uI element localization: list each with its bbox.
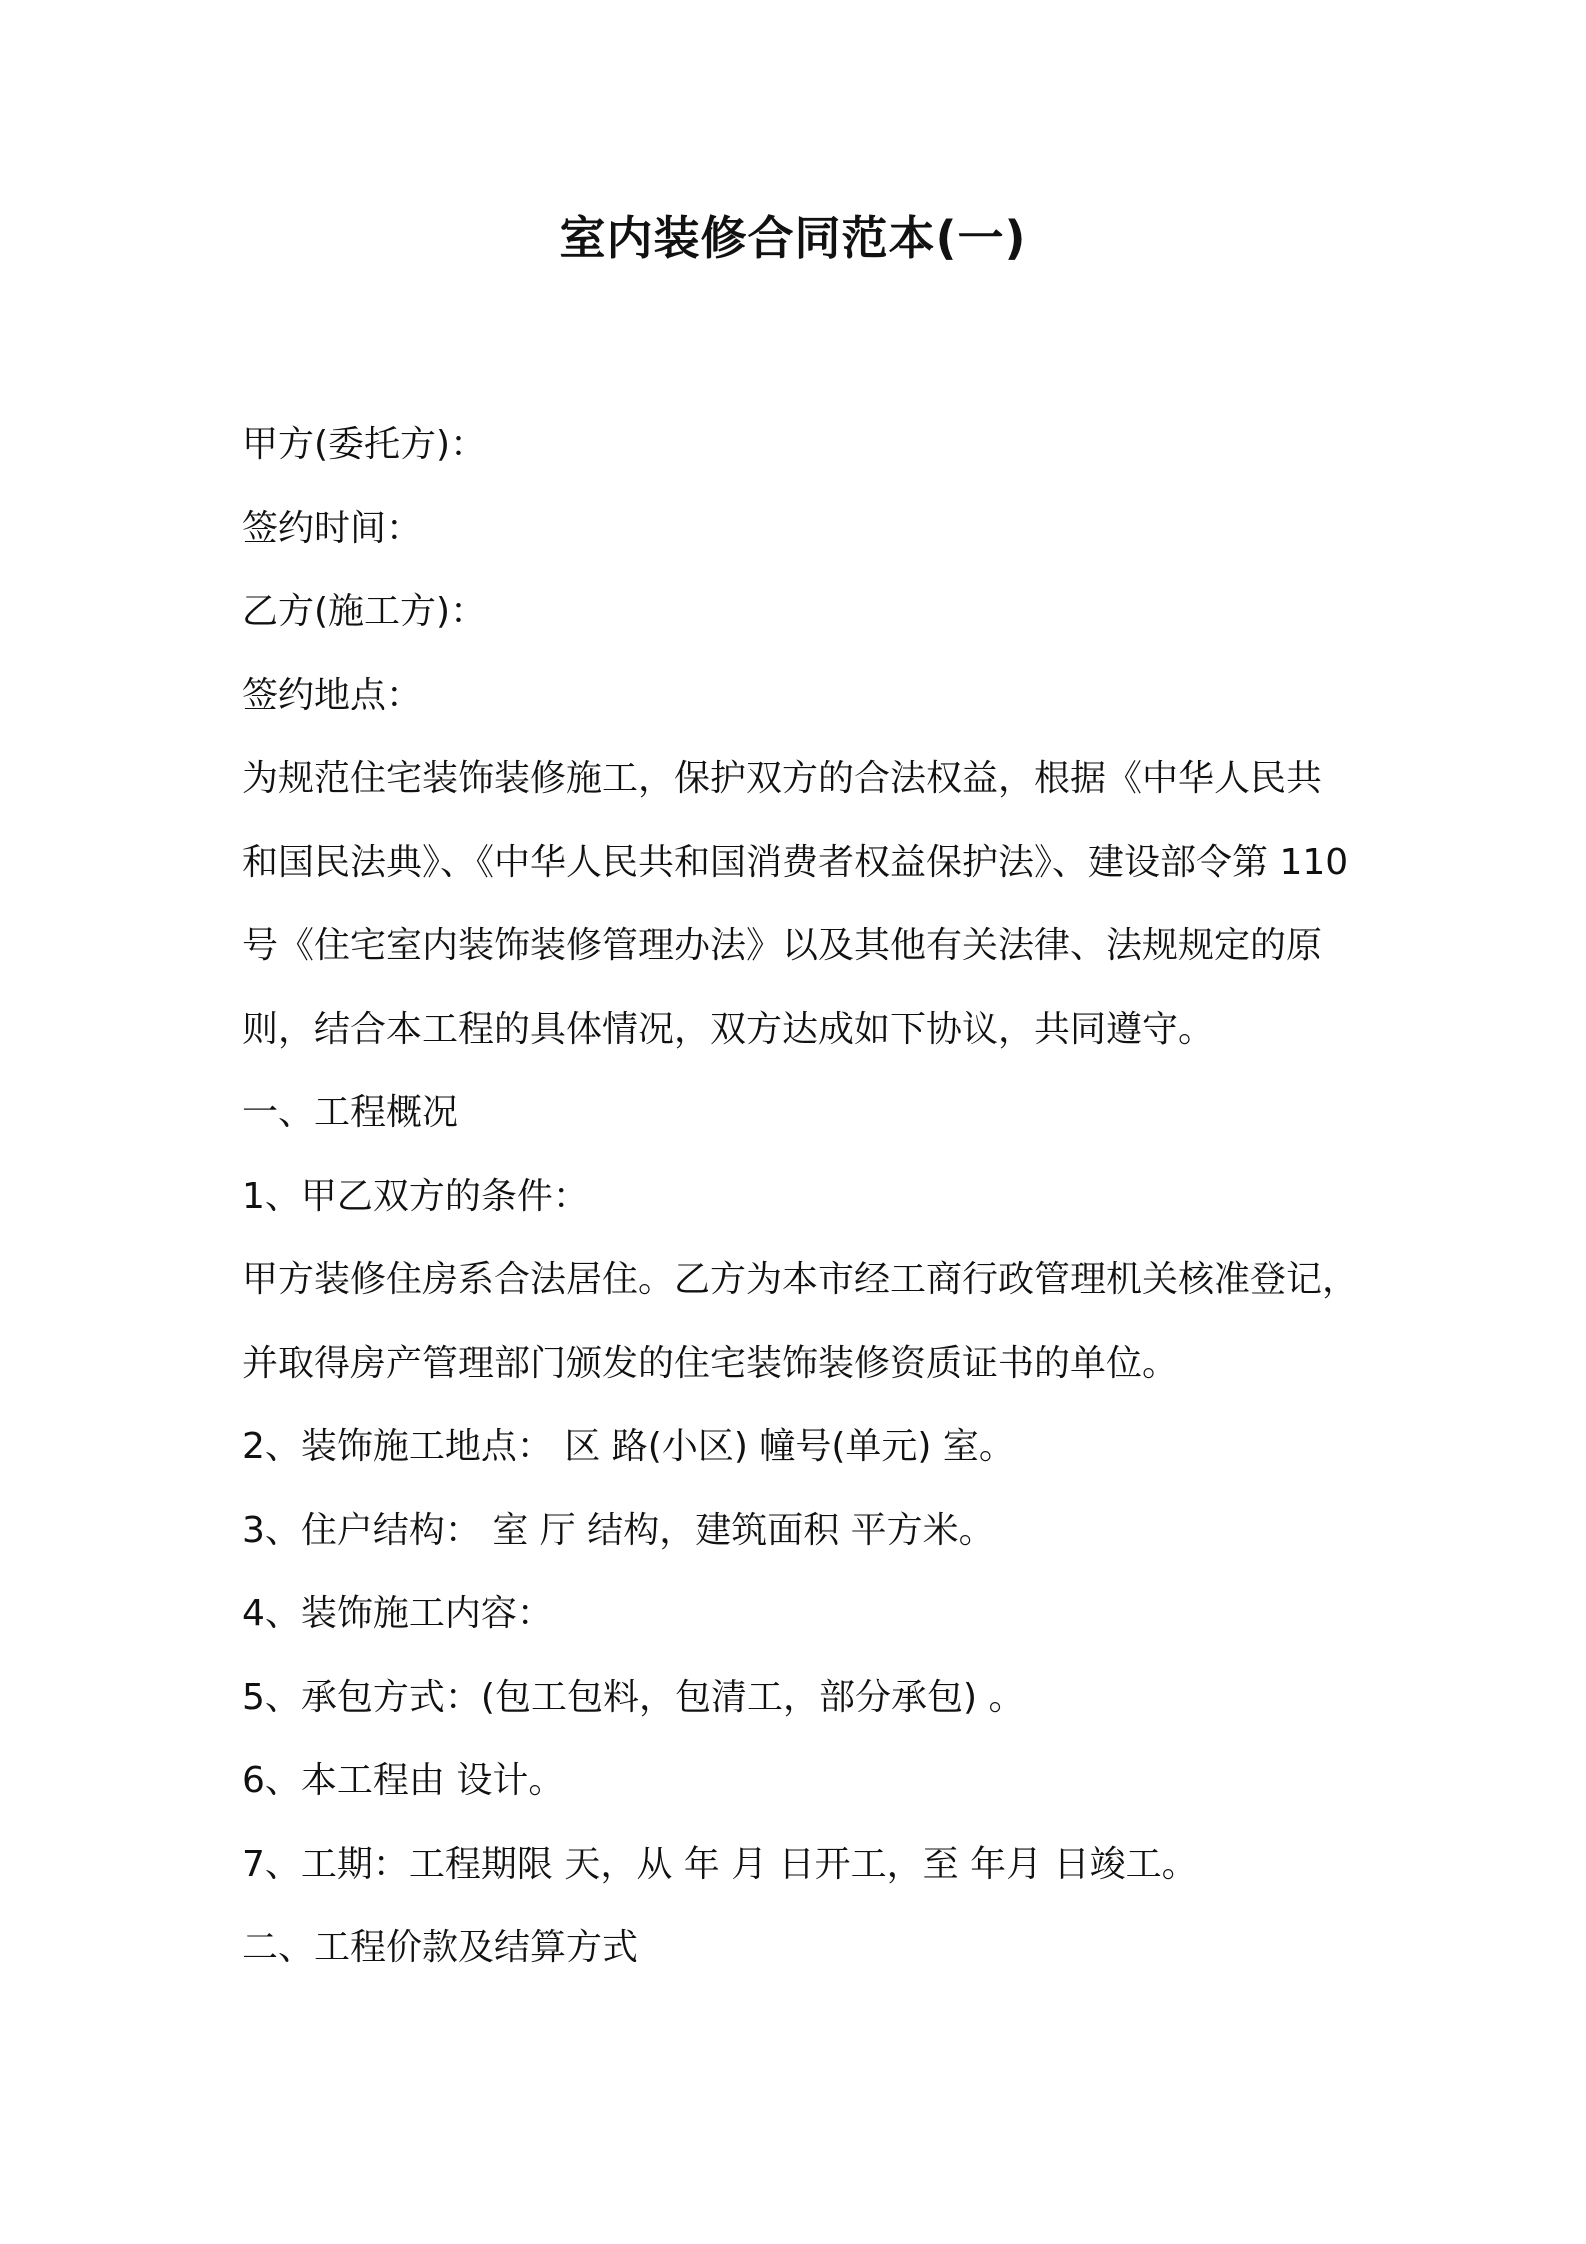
clause-3: 3、住户结构： 室 厅 结构，建筑面积 平方米。: [242, 1509, 995, 1551]
signing-place-line: 签约地点：: [242, 674, 423, 716]
clause-1-heading: 1、甲乙双方的条件：: [242, 1175, 589, 1217]
section-heading-2: 二、工程价款及结算方式: [242, 1927, 639, 1968]
clause-4: 4、装饰施工内容：: [242, 1593, 553, 1634]
preamble-line-4: 则，结合本工程的具体情况，双方达成如下协议，共同遵守。: [242, 1008, 1215, 1050]
party-a-line: 甲方(委托方)：: [242, 424, 487, 465]
clause-5: 5、承包方式：(包工包料，包清工，部分承包) 。: [242, 1676, 1025, 1718]
section-heading-1: 一、工程概况: [242, 1092, 459, 1133]
party-b-line: 乙方(施工方)：: [242, 591, 487, 632]
preamble-line-2: 和国民法典》、《中华人民共和国消费者权益保护法》、建设部令第 110: [242, 841, 1349, 883]
clause-1-text-line-2: 并取得房产管理部门颁发的住宅装饰装修资质证书的单位。: [242, 1342, 1179, 1384]
document-body: [242, 403, 1382, 1990]
signing-time-line: 签约时间：: [242, 507, 423, 549]
clause-2: 2、装饰施工地点： 区 路(小区) 幢号(单元) 室。: [242, 1426, 1015, 1467]
preamble-line-1: 为规范住宅装饰装修施工，保护双方的合法权益，根据《中华人民共: [242, 758, 1323, 799]
document-title: 室内装修合同范本(一): [559, 211, 1027, 265]
preamble-line-3: 号《住宅室内装饰装修管理办法》以及其他有关法律、法规规定的原: [242, 925, 1323, 966]
clause-7: 7、工期：工程期限 天，从 年 月 日开工，至 年月 日竣工。: [242, 1843, 1198, 1885]
clause-6: 6、本工程由 设计。: [242, 1760, 565, 1801]
clause-1-text-line-1: 甲方装修住房系合法居住。乙方为本市经工商行政管理机关核准登记，: [242, 1259, 1359, 1300]
